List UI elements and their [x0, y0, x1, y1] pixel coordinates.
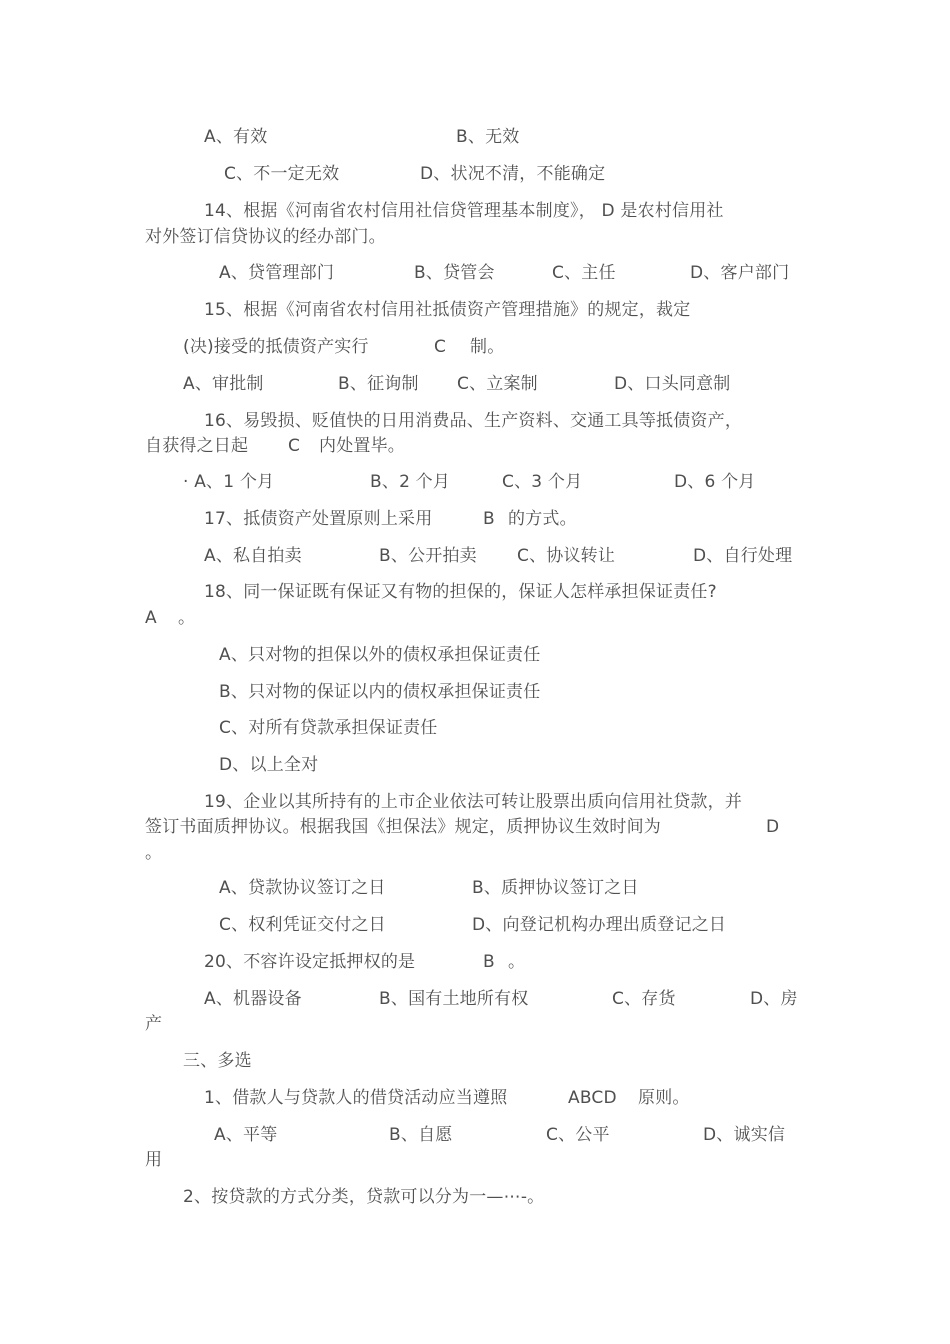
question-14: 14、根据《河南省农村信用社信贷管理基本制度》， D 是农村信用社: [204, 201, 724, 221]
question-18: 18、同一保证既有保证又有物的担保的，保证人怎样承担保证责任?: [204, 582, 717, 602]
option-19-d: D、向登记机构办理出质登记之日: [472, 915, 727, 935]
option-15-b: B、征询制: [338, 374, 419, 394]
option-18-a: A、只对物的担保以外的债权承担保证责任: [219, 645, 541, 665]
option-17-c: C、协议转让: [517, 546, 616, 566]
option-19-b: B、质押协议签订之日: [472, 878, 639, 898]
answer-20: B: [483, 952, 495, 972]
option-14-d: D、客户部门: [690, 263, 790, 283]
option-18-c: C、对所有贷款承担保证责任: [219, 718, 438, 738]
multi-option-1-c: C、公平: [546, 1125, 610, 1145]
option-20-b: B、国有土地所有权: [379, 989, 529, 1009]
option-18-d: D、以上全对: [219, 755, 319, 775]
option-16-b: B、2 个月: [370, 472, 451, 492]
option-15-c: C、立案制: [457, 374, 538, 394]
option-16-d: D、6 个月: [674, 472, 756, 492]
option-19-a: A、贷款协议签订之日: [219, 878, 386, 898]
answer-16: C: [288, 436, 301, 456]
multi-question-1-end: 原则。: [638, 1088, 690, 1108]
option-20-c: C、存货: [612, 989, 676, 1009]
option-20-d-cont: 产: [145, 1014, 163, 1034]
question-19: 19、企业以其所持有的上市企业依法可转让股票出质向信用社贷款，并: [204, 792, 743, 812]
question-16-end: 内处置毕。: [319, 436, 405, 456]
multi-question-2: 2、按贷款的方式分类，贷款可以分为一—⋯-。: [183, 1187, 545, 1207]
section-heading: 三、多选: [183, 1051, 252, 1071]
question-19-end: 。: [145, 843, 163, 863]
question-17: 17、抵债资产处置原则上采用: [204, 509, 433, 529]
answer-17: B: [483, 509, 495, 529]
question-16: 16、易毁损、贬值快的日用消费品、生产资料、交通工具等抵债资产，: [204, 411, 743, 431]
option-14-a: A、贷管理部门: [219, 263, 335, 283]
option-17-b: B、公开拍卖: [379, 546, 477, 566]
answer-19: D: [766, 817, 780, 837]
question-15-cont: (决)接受的抵债资产实行: [183, 337, 369, 357]
option-20-a: A、机器设备: [204, 989, 302, 1009]
question-20-end: 。: [508, 952, 526, 972]
question-19-cont: 签订书面质押协议。根据我国《担保法》规定，质押协议生效时间为: [145, 817, 661, 837]
option-13-a: A、有效: [204, 127, 268, 147]
multi-option-1-d: D、诚实信: [703, 1125, 786, 1145]
multi-question-1: 1、借款人与贷款人的借贷活动应当遵照: [204, 1088, 508, 1108]
multi-option-1-b: B、自愿: [389, 1125, 453, 1145]
option-14-c: C、主任: [552, 263, 616, 283]
question-17-end: 的方式。: [508, 509, 577, 529]
answer-18: A: [145, 608, 157, 628]
option-17-a: A、私自拍卖: [204, 546, 302, 566]
answer-15: C: [434, 337, 447, 357]
question-15-end: 制。: [470, 337, 505, 357]
question-16-cont: 自获得之日起: [145, 436, 249, 456]
question-20: 20、不容许设定抵押权的是: [204, 952, 416, 972]
multi-option-1-a: A、平等: [214, 1125, 278, 1145]
option-18-b: B、只对物的保证以内的债权承担保证责任: [219, 682, 541, 702]
option-15-d: D、口头同意制: [614, 374, 731, 394]
option-16-c: C、3 个月: [502, 472, 583, 492]
option-15-a: A、审批制: [183, 374, 264, 394]
question-18-end: 。: [178, 608, 196, 628]
option-16-a: · A、1 个月: [183, 472, 275, 492]
option-20-d: D、房: [750, 989, 798, 1009]
option-17-d: D、自行处理: [693, 546, 793, 566]
option-13-c: C、不一定无效: [224, 164, 340, 184]
option-14-b: B、贷管会: [414, 263, 495, 283]
multi-option-1-d-cont: 用: [145, 1150, 163, 1170]
option-13-d: D、状况不清，不能确定: [420, 164, 606, 184]
option-13-b: B、无效: [456, 127, 520, 147]
question-15: 15、根据《河南省农村信用社抵债资产管理措施》的规定，裁定: [204, 300, 691, 320]
option-19-c: C、权利凭证交付之日: [219, 915, 386, 935]
multi-answer-1: ABCD: [568, 1088, 617, 1108]
question-14-cont: 对外签订信贷协议的经办部门。: [145, 227, 386, 247]
